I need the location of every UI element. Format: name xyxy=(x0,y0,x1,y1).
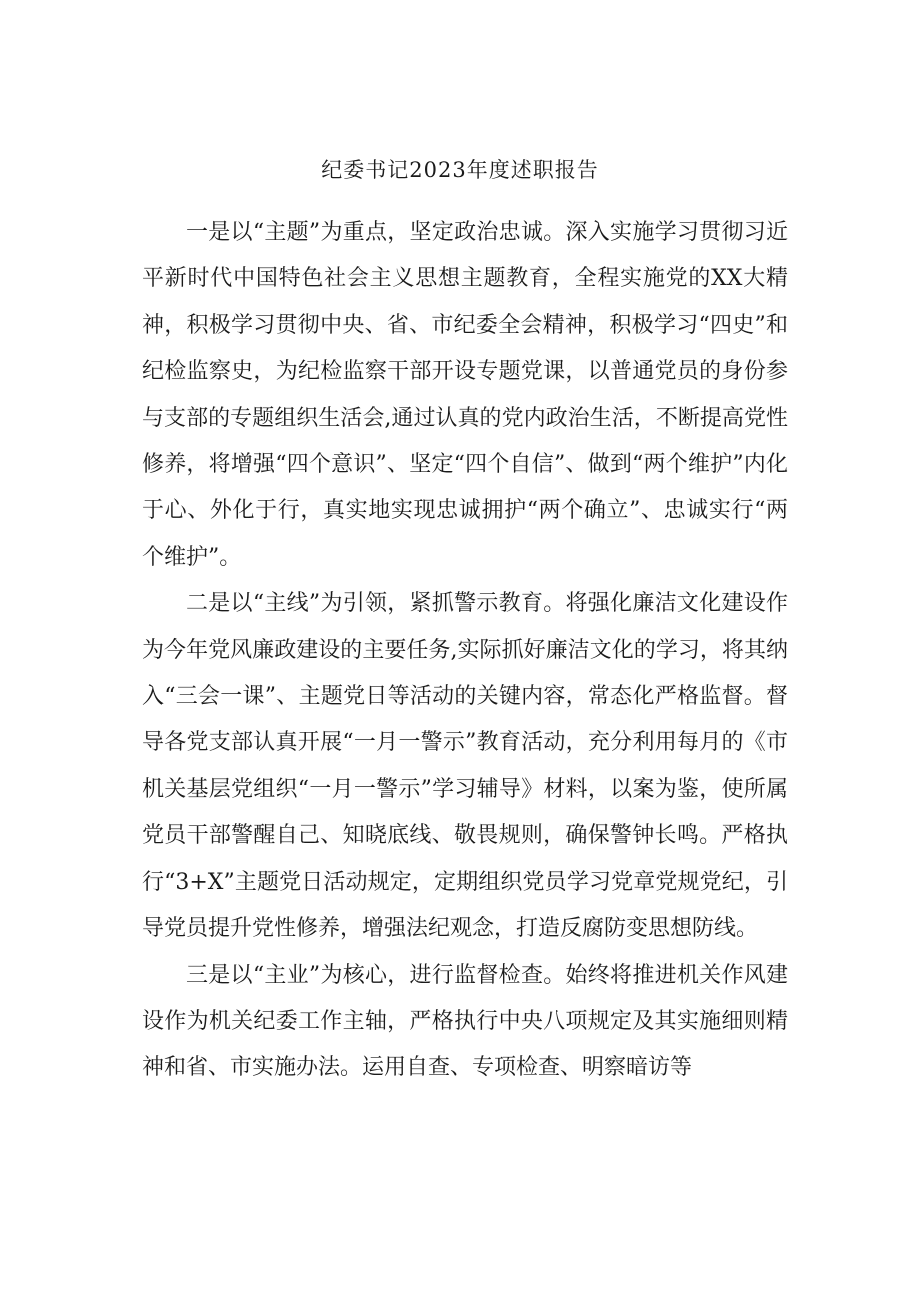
paragraph-2: 二是以“主线”为引领，紧抓警示教育。将强化廉洁文化建设作为今年党风廉政建设的主要任务,实际抓好廉洁文化的学习，将其纳入“三会一课”、主题党日等活动的关键内容，常态化严格监督。督导各党支部认真开展“一月一警示”教育活动，充分利用每月的《市机关基层党组织“一月一警示”学习辅导》材料，以案为鉴，使所属党员干部警醒自己、知晓底线、敬畏规则，确保警钟长鸣。严格执行“3+X”主题党日活动规定，定期组织党员学习党章党规党纪，引导党员提升党性修养，增强法纪观念，打造反腐防变思想防线。 xyxy=(142,591,788,942)
paragraph-1: 一是以“主题”为重点，坚定政治忠诚。深入实施学习贯彻习近平新时代中国特色社会主义思想主题教育，全程实施党的XX大精神，积极学习贯彻中央、省、市纪委全会精神，积极学习“四史”和纪检监察史，为纪检监察干部开设专题党课，以普通党员的身份参与支部的专题组织生活会,通过认真的党内政治生活，不断提高党性修养，将增强“四个意识”、坚定“四个自信”、做到“两个维护”内化于心、外化于行，真实地实现忠诚拥护“两个确立”、忠诚实行“两个维护”。 xyxy=(142,220,789,570)
document-title: 纪委书记2023年度述职报告 xyxy=(321,158,599,182)
paragraph-3: 三是以“主业”为核心，进行监督检查。始终将推进机关作风建设作为机关纪委工作主轴，严格执行中央八项规定及其实施细则精神和省、市实施办法。运用自查、专项检查、明察暗访等 xyxy=(142,962,788,1081)
document-body xyxy=(142,210,788,1092)
